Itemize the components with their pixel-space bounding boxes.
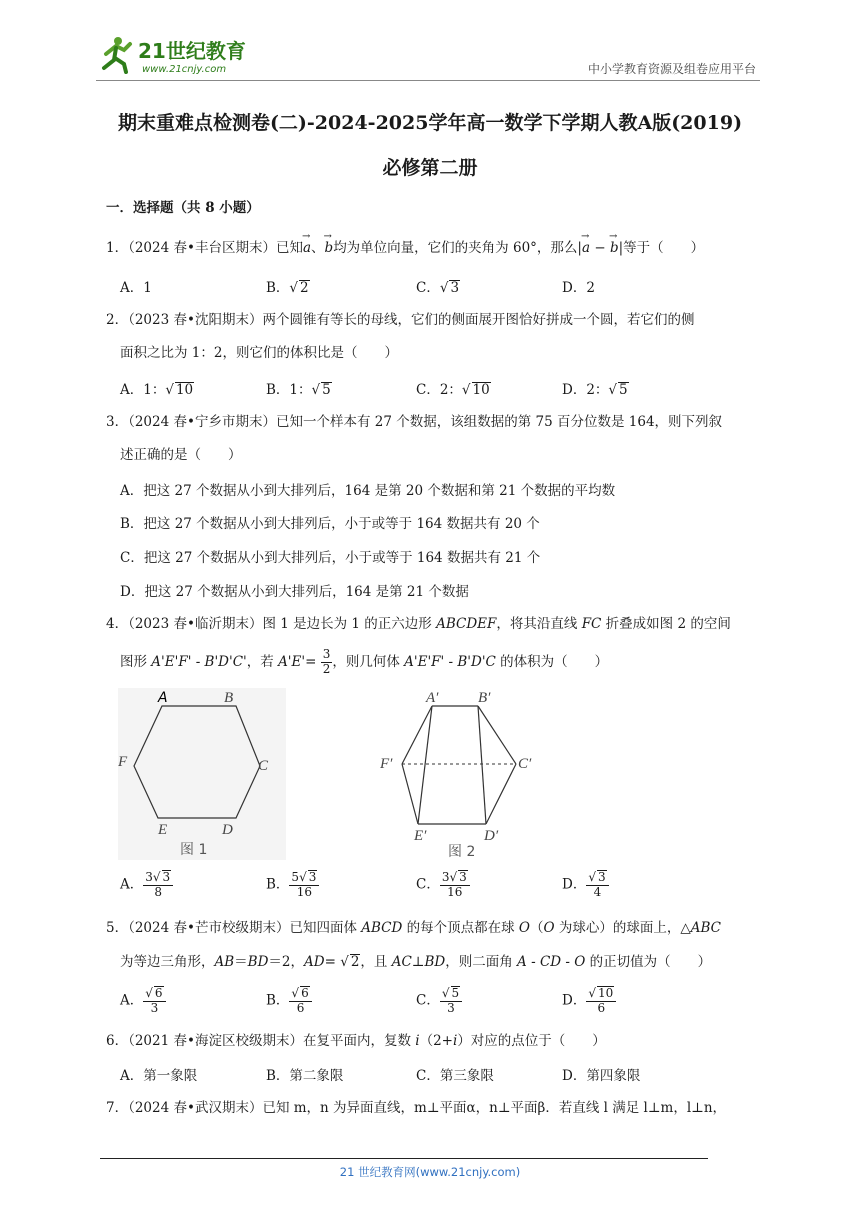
svg-text:C: C [258, 758, 269, 774]
page-title: 期末重难点检测卷(二)-2024-2025学年高一数学下学期人教A版(2019) [117, 112, 743, 134]
figure-1-caption: 图 1 [180, 842, 208, 858]
vector-a: → a [303, 238, 311, 258]
section-heading: 一．选择题（共 8 小题） [106, 200, 260, 216]
svg-text:B′: B′ [478, 690, 491, 706]
svg-text:A: A [158, 690, 168, 706]
q2-option-a: A．1：√ 10 [120, 382, 194, 398]
q3-option-a: A．把这 27 个数据从小到大排列后，164 是第 20 个数据和第 21 个数据的平均数 [120, 483, 616, 499]
question-3: 3．（2024 春•宁乡市期末）已知一个样本有 27 个数据，该组数据的第 75 百分位数是 164，则下列叙 [106, 414, 723, 430]
q6-option-c: C．第三象限 [416, 1068, 494, 1084]
runner-icon [104, 37, 130, 72]
q4-option-b: B． $\frac{5√ 3}{16}$ [266, 870, 319, 900]
question-1: 1．（2024 春•丰台区期末）已知→ a、→ b均为单位向量，它们的夹角为 60°，那么|→ a − → b|等于（ ） [106, 238, 704, 258]
logo-text: 21世纪教育 [138, 39, 246, 63]
q4-option-d: D． $\frac{√ 3}{4}$ [562, 870, 609, 900]
question-5-cont: 为等边三角形，AB＝BD＝2，AD= √ 2，且 AC⊥BD，则二面角 A - CD - O 的正切值为（ ） [120, 954, 712, 970]
page-subtitle: 必修第二册 [382, 157, 478, 179]
footer-link[interactable]: 21 世纪教育网(www.21cnjy.com) [339, 1165, 521, 1179]
logo-url: www.21cnjy.com [142, 64, 227, 75]
figure-2-caption: 图 2 [448, 844, 476, 860]
q5-option-b: B． $\frac{√ 6}{6}$ [266, 986, 312, 1016]
figure-1 [118, 688, 286, 860]
question-2-cont: 面积之比为 1：2，则它们的体积比是（ ） [120, 345, 398, 361]
svg-text:B: B [224, 690, 234, 706]
q3-option-d: D．把这 27 个数据从小到大排列后，164 是第 21 个数据 [120, 584, 469, 600]
svg-text:D′: D′ [484, 828, 499, 844]
q6-option-b: B．第二象限 [266, 1068, 344, 1084]
svg-text:A′: A′ [426, 690, 439, 706]
q5-option-d: D． $\frac{√ 10}{6}$ [562, 986, 616, 1016]
q6-option-a: A．第一象限 [120, 1068, 198, 1084]
q3-option-b: B．把这 27 个数据从小到大排列后，小于或等于 164 数据共有 20 个 [120, 516, 540, 532]
q1-option-b: B．√ 2 [266, 280, 309, 296]
svg-text:C′: C′ [518, 756, 532, 772]
footer-divider [100, 1158, 708, 1159]
svg-text:F′: F′ [380, 756, 393, 772]
platform-name: 中小学教育资源及组卷应用平台 [587, 62, 756, 76]
question-4: 4．（2023 春•临沂期末）图 1 是边长为 1 的正六边形 ABCDEF，将其沿直线 FC 折叠成如图 2 的空间 [106, 616, 731, 632]
vector-b: → b [325, 238, 334, 258]
q5-option-a: A． $\frac{√ 6}{3}$ [120, 986, 166, 1016]
question-4-cont: 图形 A'E'F' - B'D'C'，若 A'E'= $\frac{3}{2}$ ，则几何体 A'E'F' - B'D'C 的体积为（ ） [120, 647, 609, 676]
q2-option-c: C．2：√ 10 [416, 382, 490, 398]
q2-option-d: D．2：√ 5 [562, 382, 628, 398]
q5-option-c: C． $\frac{√ 5}{3}$ [416, 986, 462, 1016]
figure-2 [380, 686, 540, 860]
question-6: 6．（2021 春•海淀区校级期末）在复平面内，复数 i（2+i）对应的点位于（ ） [106, 1033, 606, 1049]
question-7: 7．（2024 春•武汉期末）已知 m，n 为异面直线，m⊥平面α，n⊥平面β．若直线 l 满足 l⊥m，l⊥n， [106, 1100, 727, 1116]
q3-option-c: C．把这 27 个数据从小到大排列后，小于或等于 164 数据共有 21 个 [120, 550, 541, 566]
svg-text:F: F [118, 754, 128, 770]
svg-text:D: D [222, 822, 233, 838]
site-logo [96, 32, 256, 76]
q6-option-d: D．第四象限 [562, 1068, 641, 1084]
question-2: 2．（2023 春•沈阳期末）两个圆锥有等长的母线，它们的侧面展开图恰好拼成一个圆，若它们的侧 [106, 312, 695, 328]
q4-option-c: C． $\frac{3√ 3}{16}$ [416, 870, 470, 900]
svg-text:E′: E′ [414, 828, 427, 844]
question-3-cont: 述正确的是（ ） [120, 447, 242, 463]
q1-option-c: C．√ 3 [416, 280, 460, 296]
svg-text:E: E [158, 822, 168, 838]
q1-option-d: D．2 [562, 280, 595, 296]
q1-option-a: A．1 [120, 280, 152, 296]
q4-option-a: A． $\frac{3√ 3}{8}$ [120, 870, 173, 900]
q2-option-b: B．1：√ 5 [266, 382, 331, 398]
header-divider [96, 80, 760, 81]
question-5: 5．（2024 春•芒市校级期末）已知四面体 ABCD 的每个顶点都在球 O（O 为球心）的球面上，△ABC [106, 920, 722, 936]
fraction: $\frac{3}{2}$ [322, 647, 331, 676]
